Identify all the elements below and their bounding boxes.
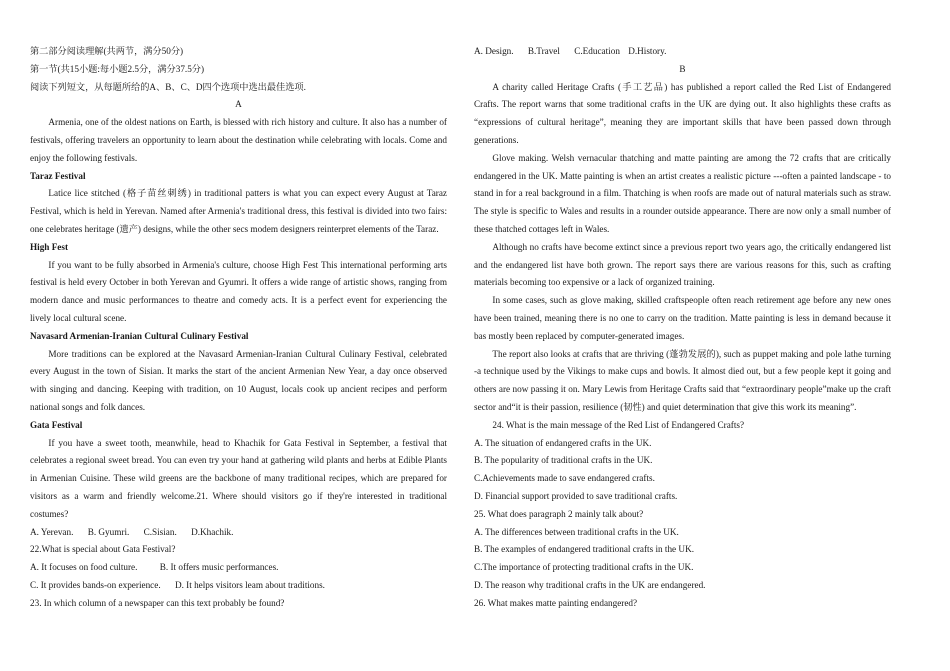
q22-options-row-1: [30, 559, 447, 577]
festival-body-navasard: More traditions can be explored at the Navasard Armenian-Iranian Cultural Culinary Festival, celebrated every August in the town of Sisian. It marks the start of the ancient Armenian New Year, a day once observed with singing and dancing. Keeping with tradition, on 10 August, locals cook up ancient recipes and perform national songs and folk dances.: [30, 348, 447, 412]
festival-body-high-fest: If you want to be fully absorbed in Armenia's culture, choose High Fest This international performing arts festival is held every October in both Yerevan and Gyumri. It offers a wide range of artistic shows, ranging from modern dance and music performances to theatre and comedy acts. It is a perfect event for experiencing the lively local cultural scene.: [30, 259, 447, 323]
q23-option-d: D.History.: [628, 46, 667, 56]
q25-question: 25. What does paragraph 2 mainly talk about?: [474, 508, 644, 519]
festival-body-taraz: Latice lice stitched (格子苗丝刺绣) in traditional patters is what you can expect every August at Taraz Festival, which is held in Yerevan. Named after Armenia's traditional dress, this festival is divided into two fairs: one celebrates heritage (遗产) designs, while the other secs modem designers reinterpret elements of the Taraz.: [30, 188, 447, 234]
q22-option-c: C. It provides bands-on experience.: [30, 579, 161, 590]
right-column: [474, 43, 891, 613]
q23-option-b: B.Travel: [527, 46, 560, 56]
passage-a-label: A: [235, 99, 242, 110]
left-column: [30, 43, 447, 613]
passage-b-paragraph-4: In some cases, such as glove making, skilled craftspeople often reach retirement age before any new ones have been trained, meaning there is no one to carry on the tradition. Matte painting is less in demand because it bas mostly been replaced by computer-generated images.: [474, 295, 891, 341]
q25-option-c: C.The importance of protecting traditional crafts in the UK.: [474, 562, 694, 573]
passage-b-paragraph-5: The report also looks at crafts that are thriving (蓬勃发展的), such as puppet making and pole lathe turning -a technique used by the Vikings to make cups and bowls. It almost died out, but a few people kept it going and others are now passing it on. Mary Lewis from Heritage Crafts said that “extraordinary people”make up the craft sector and“it is their passion, resilience (韧性) and quiet determination that give this work its meaning”.: [474, 348, 891, 412]
q25-option-d: D. The reason why traditional crafts in the UK are endangered.: [474, 579, 706, 590]
q24-option-c: C.Achievements made to save endangered crafts.: [474, 473, 655, 484]
passage-b-label: B: [679, 63, 686, 74]
q24-option-d: D. Financial support provided to save traditional crafts.: [474, 490, 678, 501]
q24-question: 24. What is the main message of the Red List of Endangered Crafts?: [492, 419, 745, 430]
festival-body-gata: If you have a sweet tooth, meanwhile, head to Khachik for Gata Festival in September, a festival that celebrates a regional sweet bread. You can even try your hand at gathering wild plants and herbs at Edible Plants in Armenian Cuisine. These wild greens are the backbone of many traditional recipes, which are prepared for visitors as a warm and friendly welcome.21. Where should visitors go if they're interested in traditional costumes?: [30, 437, 447, 519]
q24-option-a: A. The situation of endangered crafts in the UK.: [474, 437, 652, 448]
q21-options: [30, 524, 447, 542]
q22-option-a: A. It focuses on food culture.: [30, 562, 138, 573]
festival-title-high-fest: High Fest: [30, 241, 69, 252]
festival-title-taraz: Taraz Festival: [30, 170, 86, 181]
q21-option-a: A. Yerevan.: [30, 526, 74, 537]
q25-option-b: B. The examples of endangered traditional crafts in the UK.: [474, 544, 695, 555]
q22-options-row-2: [30, 577, 447, 595]
q21-option-b: B. Gyumri.: [87, 526, 130, 537]
passage-b-paragraph-2: Glove making. Welsh vernacular thatching and matte painting are among the 72 crafts that are critically endangered in the UK. Matte painting is when an artist creates a realistic picture ---often a painted landscape - to stand in for a real background in a film. Thatching is when roofs are made out of natural materials such as straw. The style is specific to Wales and results in a rounder outside appearance. There are now only a small number of these thatched cottages left in Wales.: [474, 152, 891, 234]
subsection-header: 第一节(共15小题:每小题2.5分，满分37.5分): [30, 63, 205, 74]
festival-title-navasard: Navasard Armenian-Iranian Cultural Culinary Festival: [30, 330, 249, 341]
instructions: 阅读下列短文，从每题所给的A、B、C、D四个选项中选出最佳选项.: [30, 81, 306, 92]
q22-question: 22.What is special about Gata Festival?: [30, 544, 176, 555]
q26-question: 26. What makes matte painting endangered?: [474, 597, 638, 608]
q22-option-b: B. It offers music performances.: [159, 562, 279, 573]
q23-option-a: A. Design.: [474, 46, 514, 56]
q24-option-b: B. The popularity of traditional crafts in the UK.: [474, 455, 653, 466]
festival-title-gata: Gata Festival: [30, 419, 83, 430]
section-header: 第二部分阅读理解(共两节，满分50分): [30, 46, 184, 56]
passage-b-paragraph-1: A charity called Heritage Crafts (手工艺品) has published a report called the Red List of Endangered Crafts. The report warns that some traditional crafts in the UK are dying out. It also highlights these crafts as “expressions of cultural heritage”, meaning they are important skills that have been passed down through generations.: [474, 81, 891, 145]
q22-option-d: D. It helps visitors leam about traditions.: [174, 579, 325, 590]
q21-option-c: C.Sisian.: [143, 526, 177, 537]
q23-option-c: C.Education: [574, 46, 620, 56]
passage-b-paragraph-3: Although no crafts have become extinct since a previous report two years ago, the critically endangered list and the endangered list have both grown. The report says there are various reasons for this, such as crafting materials becoming too expensive or a lack of organized training.: [474, 241, 891, 288]
passage-a-intro: Armenia, one of the oldest nations on Earth, is blessed with rich history and culture. It also has a number of festivals, offering travelers an opportunity to learn about the destination while celebrating with locals. Come and enjoy the following festivals.: [30, 117, 447, 163]
q21-option-d: D.Khachik.: [191, 526, 234, 537]
q25-option-a: A. The differences between traditional crafts in the UK.: [474, 526, 679, 537]
q23-question: 23. In which column of a newspaper can this text probably be found?: [30, 597, 285, 608]
q23-options: [474, 43, 891, 61]
